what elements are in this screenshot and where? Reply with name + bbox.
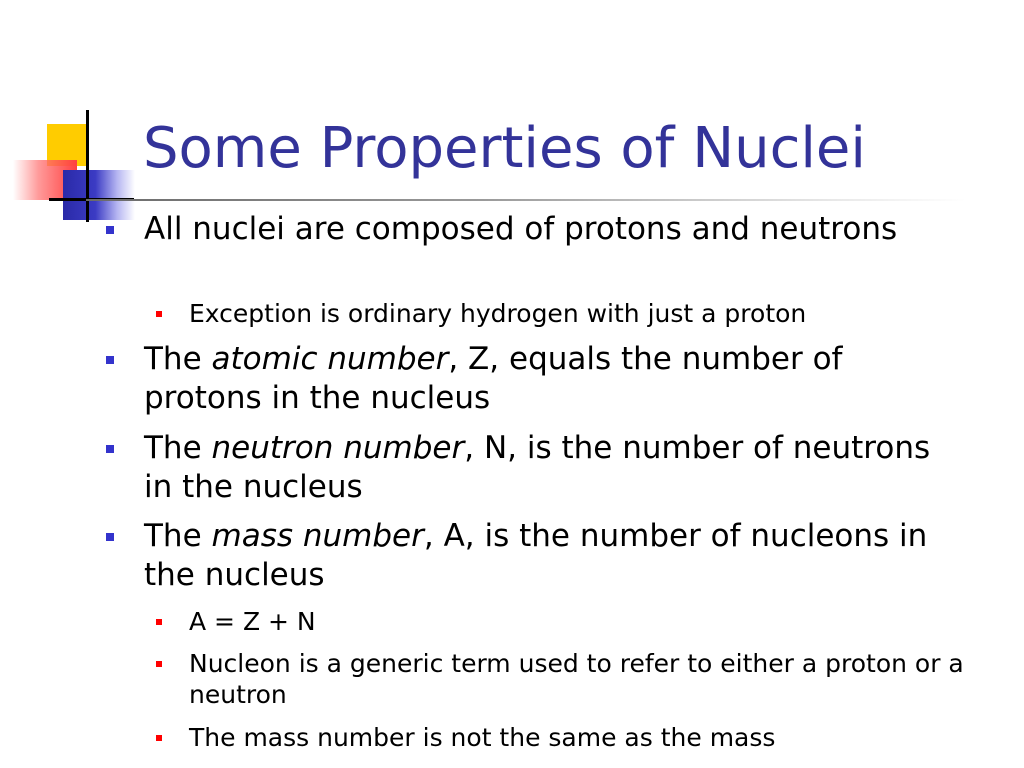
bullet-square-icon: [106, 226, 114, 234]
subbullet-mass-note: [189, 722, 989, 753]
subbullet-text: Nucleon is a generic term used to refer to either a proton or a neutron: [189, 649, 964, 709]
bullet-atomic-number: [144, 340, 964, 418]
bullet-term: neutron number: [211, 430, 465, 466]
bullet-mass-number: [144, 517, 964, 595]
bullet-term: atomic number: [211, 341, 449, 377]
subbullet-text: Exception is ordinary hydrogen with just a proton: [189, 299, 807, 328]
subbullet-hydrogen-exception: [189, 298, 989, 329]
bullet-protons-neutrons: [144, 210, 964, 249]
bullet-square-icon: [106, 356, 114, 364]
subbullet-square-icon: [156, 735, 162, 741]
bullet-square-icon: [106, 533, 114, 541]
subbullet-square-icon: [156, 311, 162, 317]
bullet-square-icon: [106, 445, 114, 453]
bullet-text: All nuclei are composed of protons and neutrons: [144, 211, 898, 247]
subbullet-square-icon: [156, 661, 162, 667]
subbullet-formula: [189, 606, 989, 637]
bullet-neutron-number: [144, 429, 964, 507]
bullet-term: mass number: [211, 518, 424, 554]
subbullet-text: A = Z + N: [189, 607, 316, 636]
subbullet-nucleon-definition: [189, 648, 989, 710]
bullet-suffix: , Z, equals the number of protons in the nucleus: [144, 341, 843, 416]
subbullet-square-icon: [156, 619, 162, 625]
bullet-prefix: The: [144, 341, 212, 377]
slide-title: Some Properties of Nuclei: [143, 116, 866, 181]
bullet-prefix: The: [144, 430, 212, 466]
bullet-suffix: , A, is the number of nucleons in the nucleus: [144, 518, 928, 593]
bullet-prefix: The: [144, 518, 212, 554]
subbullet-text: The mass number is not the same as the mass: [189, 723, 776, 752]
bullet-suffix: , N, is the number of neutrons in the nucleus: [144, 430, 931, 505]
